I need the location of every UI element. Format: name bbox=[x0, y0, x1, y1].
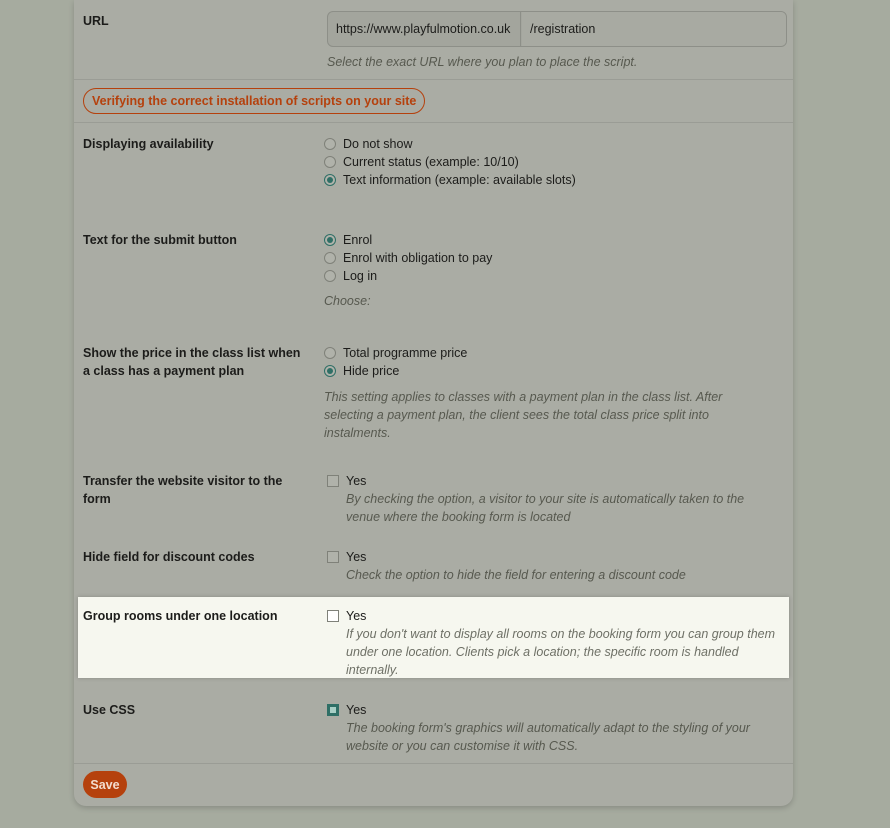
use-css-label: Use CSS bbox=[83, 703, 136, 717]
transfer-hint-line2: venue where the booking form is located bbox=[346, 510, 571, 524]
settings-panel bbox=[74, 0, 793, 806]
use-css-hint-line2: website or you can customise it with CSS. bbox=[346, 739, 579, 753]
group-rooms-checkbox[interactable] bbox=[327, 610, 339, 622]
price-display-hint-line1: This setting applies to classes with a payment plan in the class list. After bbox=[324, 390, 723, 404]
radio-button[interactable] bbox=[324, 156, 336, 168]
group-rooms-hint-line2: under one location. Clients pick a location; the specific room is handled bbox=[346, 645, 739, 659]
url-path-input[interactable]: /registration bbox=[522, 12, 786, 46]
url-input-group bbox=[327, 11, 787, 47]
radio-button[interactable] bbox=[324, 347, 336, 359]
url-hint: Select the exact URL where you plan to place the script. bbox=[327, 55, 638, 69]
radio-button-selected[interactable] bbox=[324, 365, 336, 377]
divider bbox=[74, 79, 793, 80]
price-display-hint-line3: instalments. bbox=[324, 426, 391, 440]
submit-text-hint: Choose: bbox=[324, 294, 371, 308]
divider bbox=[74, 122, 793, 123]
radio-button[interactable] bbox=[324, 138, 336, 150]
transfer-checkbox[interactable] bbox=[327, 475, 339, 487]
price-display-label-line2: a class has a payment plan bbox=[83, 364, 245, 378]
price-display-label-line1: Show the price in the class list when bbox=[83, 346, 301, 360]
option-label: Enrol with obligation to pay bbox=[343, 251, 493, 265]
option-label: Yes bbox=[346, 703, 367, 717]
availability-label: Displaying availability bbox=[83, 137, 214, 151]
group-rooms-hint-line1: If you don't want to display all rooms on the booking form you can group them bbox=[346, 627, 776, 641]
option-label: Current status (example: 10/10) bbox=[343, 155, 519, 169]
submit-text-label: Text for the submit button bbox=[83, 233, 237, 247]
radio-button-selected[interactable] bbox=[324, 174, 336, 186]
radio-button-selected[interactable] bbox=[324, 234, 336, 246]
divider bbox=[74, 763, 793, 764]
save-button[interactable]: Save bbox=[83, 771, 127, 798]
transfer-label-line2: form bbox=[83, 492, 111, 506]
price-display-hint-line2: selecting a payment plan, the client sees the total class price split into bbox=[324, 408, 709, 422]
option-label: Do not show bbox=[343, 137, 413, 151]
option-label: Total programme price bbox=[343, 346, 468, 360]
transfer-label-line1: Transfer the website visitor to the bbox=[83, 474, 283, 488]
option-label: Hide price bbox=[343, 364, 400, 378]
url-label: URL bbox=[83, 14, 109, 28]
use-css-hint-line1: The booking form's graphics will automatically adapt to the styling of your bbox=[346, 721, 750, 735]
option-label: Yes bbox=[346, 550, 367, 564]
radio-button[interactable] bbox=[324, 252, 336, 264]
option-label: Log in bbox=[343, 269, 378, 283]
option-label: Yes bbox=[346, 474, 367, 488]
transfer-hint-line1: By checking the option, a visitor to your site is automatically taken to the bbox=[346, 492, 745, 506]
group-rooms-label: Group rooms under one location bbox=[83, 609, 278, 623]
use-css-checkbox-checked[interactable] bbox=[327, 704, 339, 716]
discount-label: Hide field for discount codes bbox=[83, 550, 255, 564]
option-label: Text information (example: available slots) bbox=[343, 173, 576, 187]
url-domain-prefix: https://www.playfulmotion.co.uk bbox=[328, 12, 521, 46]
verify-installation-link[interactable]: Verifying the correct installation of scripts on your site bbox=[83, 88, 425, 114]
option-label: Yes bbox=[346, 609, 367, 623]
discount-checkbox[interactable] bbox=[327, 551, 339, 563]
group-rooms-hint-line3: internally. bbox=[346, 663, 399, 677]
radio-button[interactable] bbox=[324, 270, 336, 282]
discount-hint: Check the option to hide the field for entering a discount code bbox=[346, 568, 686, 582]
option-label: Enrol bbox=[343, 233, 373, 247]
